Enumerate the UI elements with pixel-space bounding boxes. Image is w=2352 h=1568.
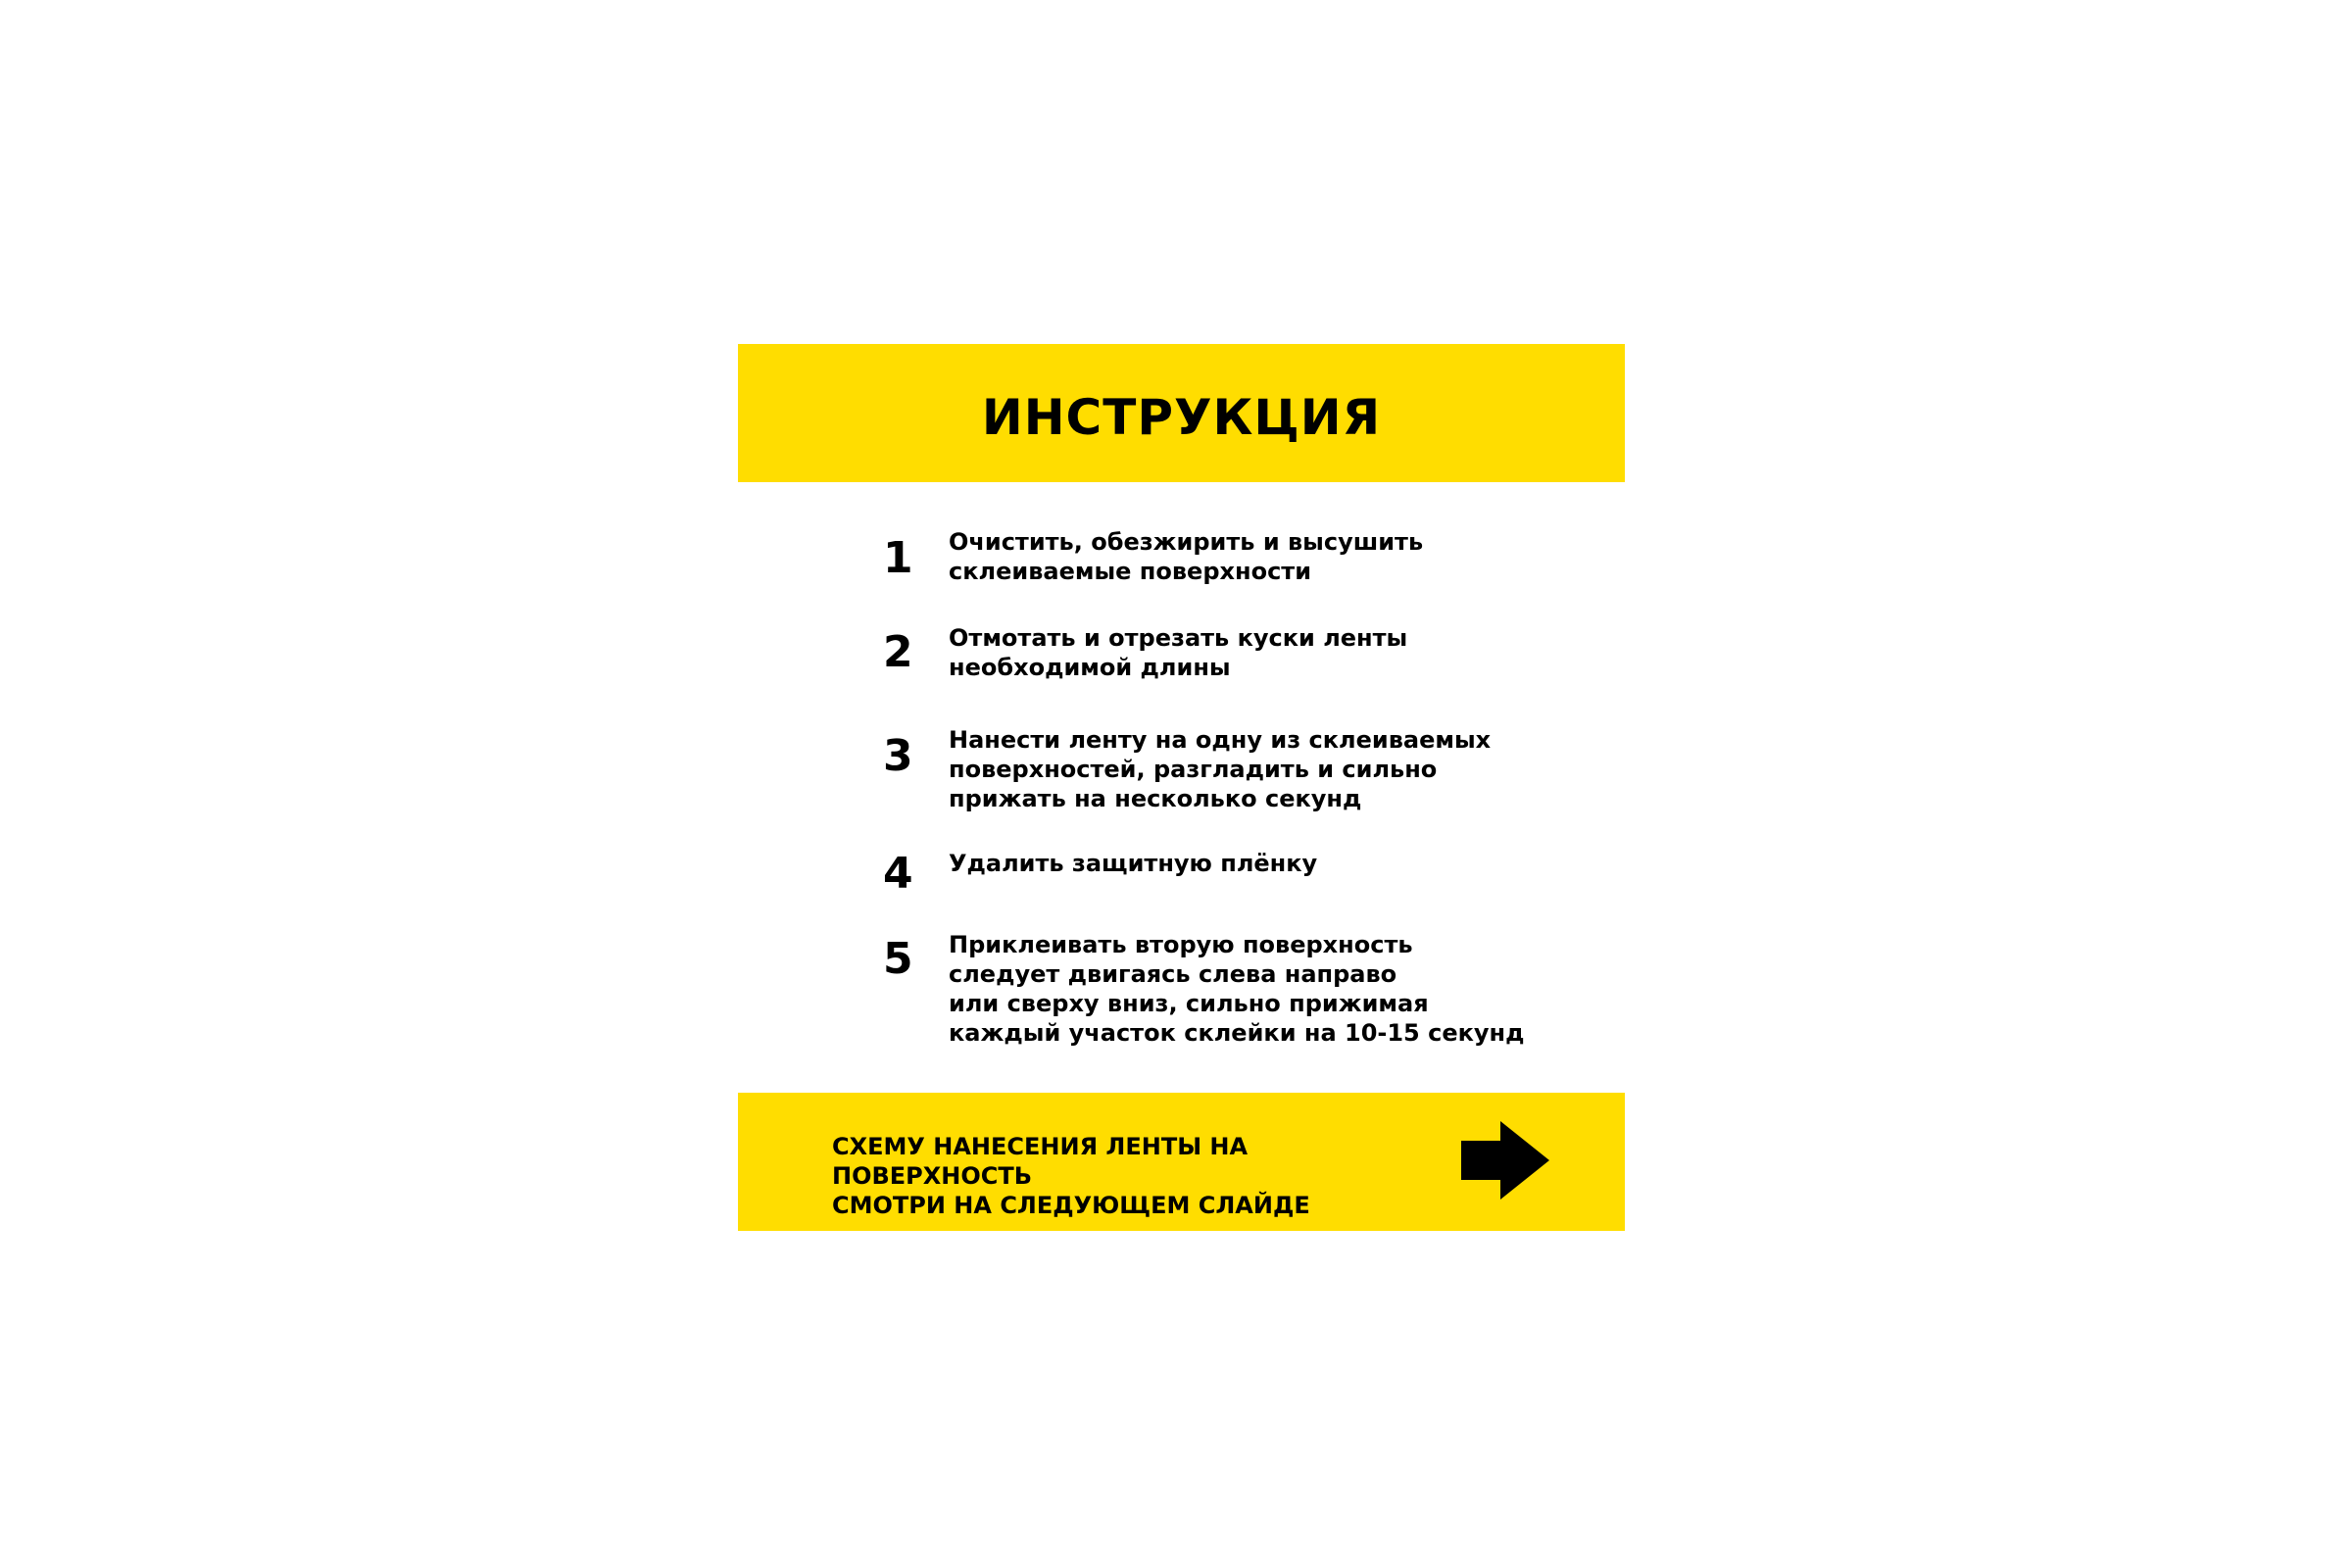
step-text: Отмотать и отрезать куски ленты необходимой длины: [949, 624, 1408, 681]
page-title: ИНСТРУКЦИЯ: [981, 388, 1382, 446]
next-slide-hint: СХЕМУ НАНЕСЕНИЯ ЛЕНТЫ НА ПОВЕРХНОСТЬ СМОТРИ НА СЛЕДУЮЩЕМ СЛАЙДЕ: [832, 1133, 1310, 1219]
step-number: 1: [883, 533, 913, 583]
step-number: 5: [883, 934, 913, 984]
step-text: Нанести ленту на одну из склеиваемых поверхностей, разгладить и сильно прижать на несколько секунд: [949, 726, 1492, 812]
step-number: 3: [883, 731, 913, 781]
step-text: Очистить, обезжирить и высушить склеиваемые поверхности: [949, 528, 1424, 585]
instruction-card: [738, 344, 1625, 1219]
steps-list: [738, 482, 1625, 1094]
header-band: [738, 344, 1625, 482]
arrow-right-icon: [1461, 1121, 1549, 1200]
footer-band: [738, 1093, 1625, 1231]
step-number: 2: [883, 627, 913, 677]
step-text: Удалить защитную плёнку: [949, 850, 1318, 877]
step-text: Приклеивать вторую поверхность следует двигаясь слева направо или сверху вниз, сильно прижимая каждый участок склейки на 10-15 секунд: [949, 931, 1525, 1047]
step-number: 4: [883, 849, 913, 899]
